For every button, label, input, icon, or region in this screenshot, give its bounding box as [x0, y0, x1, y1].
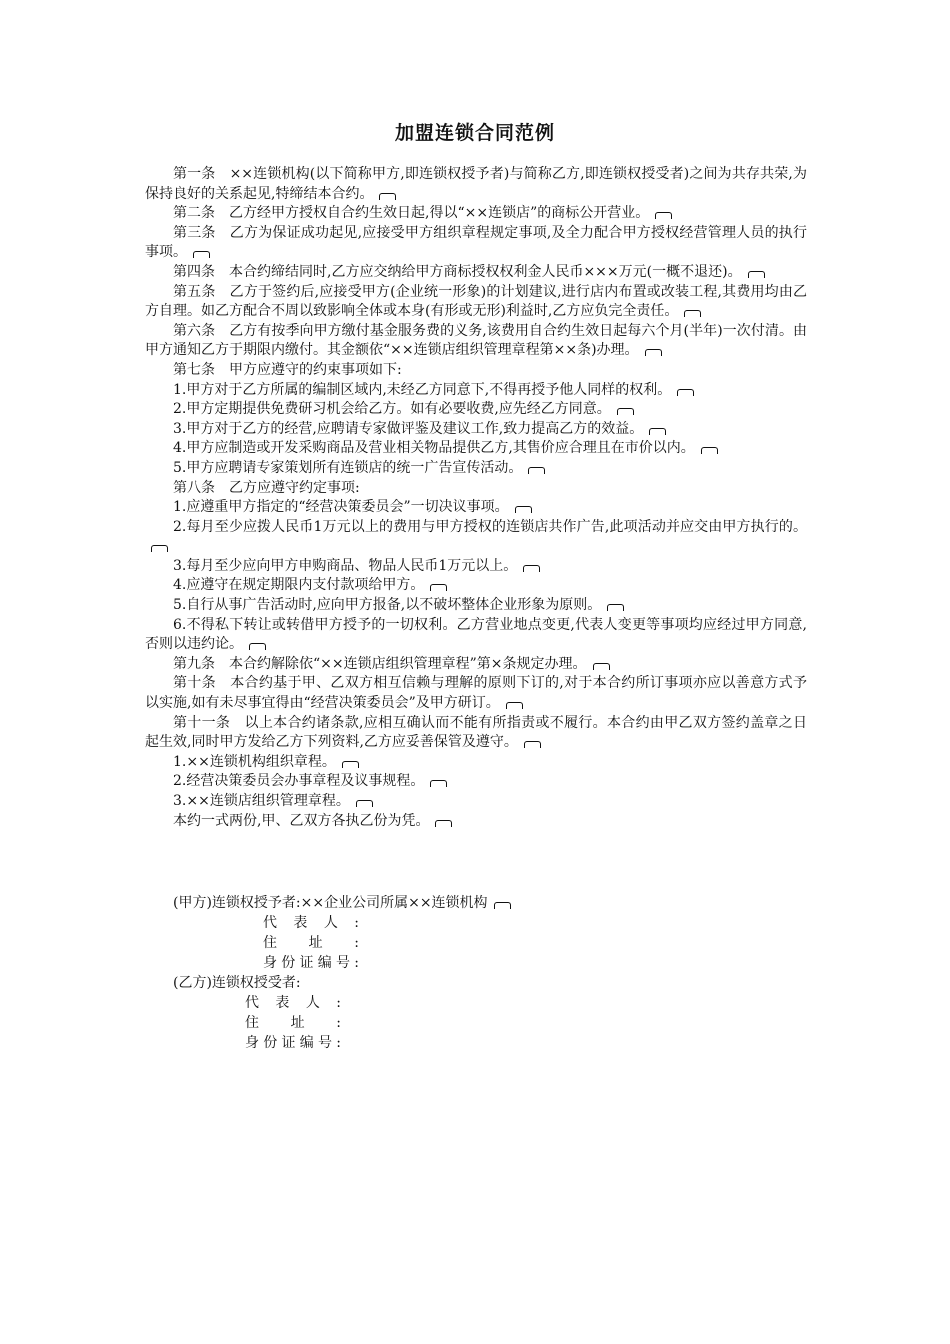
- paragraph-mark-icon: [435, 820, 452, 827]
- signature-block: [145, 893, 511, 1053]
- clause-8-item-2: 2.每月至少应拨人民币1万元以上的费用与甲方授权的连锁店共作广告,此项活动并应交由甲方执行的。: [145, 518, 807, 557]
- paragraph-mark-icon: [249, 643, 266, 650]
- clause-5: 第五条 乙方于签约后,应接受甲方(企业统一形象)的计划建议,进行店内布置或改装工程,其费用均由乙方自理。如乙方配合不周以致影响全体或本身(有形或无形)利益时,乙方应负完全责任。: [145, 283, 807, 320]
- clause-7-item-1: 1.甲方对于乙方所属的编制区域内,未经乙方同意下,不得再授予他人同样的权利。: [145, 381, 807, 401]
- paragraph-mark-icon: [506, 702, 523, 709]
- clause-7: 第七条 甲方应遵守的约束事项如下:: [173, 361, 402, 378]
- party-a-id-number: 身份证编号:: [263, 955, 359, 971]
- paragraph-mark-icon: [193, 251, 210, 258]
- party-b-line: (乙方)连锁权授受者:: [173, 975, 301, 991]
- paragraph-mark-icon: [523, 565, 540, 572]
- clause-8-item-5: 5.自行从事广告活动时,应向甲方报备,以不破坏整体企业形象为原则。: [145, 596, 807, 616]
- paragraph-mark-icon: [645, 349, 662, 356]
- clause-11-item-3: 3.××连锁店组织管理章程。: [145, 792, 807, 812]
- clause-8: 第八条 乙方应遵守约定事项:: [173, 479, 360, 496]
- clause-7-item-5: 5.甲方应聘请专家策划所有连锁店的统一广告宣传活动。: [145, 459, 807, 479]
- paragraph-mark-icon: [748, 271, 765, 278]
- party-a-representative: 代表人:: [263, 915, 359, 931]
- clause-11: 第十一条 以上本合约诸条款,应相互确认而不能有所指责或不履行。本合约由甲乙双方签约盖章之日起生效,同时甲方发给乙方下列资料,乙方应妥善保管及遵守。: [145, 714, 807, 751]
- clause-8-item-6: 6.不得私下转让或转借甲方授予的一切权利。乙方营业地点变更,代表人变更等事项均应经过甲方同意,否则以违约论。: [145, 616, 807, 653]
- clause-4: 第四条 本合约缔结同时,乙方应交纳给甲方商标授权权利金人民币×××万元(一概不退还)。: [145, 263, 807, 283]
- paragraph-mark-icon: [379, 193, 396, 200]
- paragraph-mark-icon: [684, 310, 701, 317]
- paragraph-mark-icon: [515, 506, 532, 513]
- clause-3: 第三条 乙方为保证成功起见,应接受甲方组织章程规定事项,及全力配合甲方授权经营管理人员的执行事项。: [145, 224, 807, 261]
- paragraph-mark-icon: [617, 408, 634, 415]
- clause-8-item-4: 4.应遵守在规定期限内支付款项给甲方。: [145, 576, 807, 596]
- clause-2: 第二条 乙方经甲方授权自合约生效日起,得以“××连锁店”的商标公开营业。: [145, 204, 807, 224]
- clause-11-item-2: 2.经营决策委员会办事章程及议事规程。: [145, 772, 807, 792]
- paragraph-mark-icon: [607, 604, 624, 611]
- party-b-representative: 代表人:: [245, 995, 341, 1011]
- paragraph-mark-icon: [151, 545, 168, 552]
- paragraph-mark-icon: [430, 584, 447, 591]
- clause-7-item-3: 3.甲方对于乙方的经营,应聘请专家做评鉴及建议工作,致力提高乙方的效益。: [145, 420, 807, 440]
- party-b-address: 住址:: [245, 1015, 341, 1031]
- paragraph-mark-icon: [701, 447, 718, 454]
- paragraph-mark-icon: [593, 663, 610, 670]
- clause-6: 第六条 乙方有按季向甲方缴付基金服务费的义务,该费用自合约生效日起每六个月(半年)一次付清。由甲方通知乙方于期限内缴付。其金额依“××连锁店组织管理章程第××条)办理。: [145, 322, 807, 359]
- paragraph-mark-icon: [677, 389, 694, 396]
- paragraph-mark-icon: [524, 741, 541, 748]
- paragraph-mark-icon: [430, 780, 447, 787]
- clause-7-item-4: 4.甲方应制造或开发采购商品及营业相关物品提供乙方,其售价应合理且在市价以内。: [145, 439, 807, 459]
- paragraph-mark-icon: [356, 800, 373, 807]
- document-title: 加盟连锁合同范例: [394, 122, 555, 144]
- clause-1: 第一条 ××连锁机构(以下简称甲方,即连锁权授予者)与简称乙方,即连锁权授受者)之间为共存共荣,为保持良好的关系起见,特缔结本合约。: [145, 166, 807, 202]
- clause-9: 第九条 本合约解除依“××连锁店组织管理章程”第×条规定办理。: [145, 655, 807, 675]
- clause-7-item-2: 2.甲方定期提供免费研习机会给乙方。如有必要收费,应先经乙方同意。: [145, 400, 807, 420]
- paragraph-mark-icon: [655, 212, 672, 219]
- party-a-address: 住址:: [263, 935, 359, 951]
- closing-line: 本约一式两份,甲、乙双方各执乙份为凭。: [145, 812, 807, 832]
- contract-body: [145, 165, 807, 831]
- paragraph-mark-icon: [342, 761, 359, 768]
- paragraph-mark-icon: [649, 428, 666, 435]
- clause-11-item-1: 1.××连锁机构组织章程。: [145, 753, 807, 773]
- clause-8-item-3: 3.每月至少应向甲方申购商品、物品人民币1万元以上。: [145, 557, 807, 577]
- paragraph-mark-icon: [528, 467, 545, 474]
- clause-8-item-1: 1.应遵重甲方指定的“经营决策委员会”一切决议事项。: [145, 498, 807, 518]
- party-a-line: (甲方)连锁权授予者:××企业公司所属××连锁机构: [145, 893, 511, 913]
- party-b-id-number: 身份证编号:: [245, 1035, 341, 1051]
- clause-10: 第十条 本合约基于甲、乙双方相互信赖与理解的原则下订的,对于本合约所订事项亦应以善意方式予以实施,如有未尽事宜得由“经营决策委员会”及甲方研订。: [145, 675, 807, 712]
- paragraph-mark-icon: [494, 902, 511, 909]
